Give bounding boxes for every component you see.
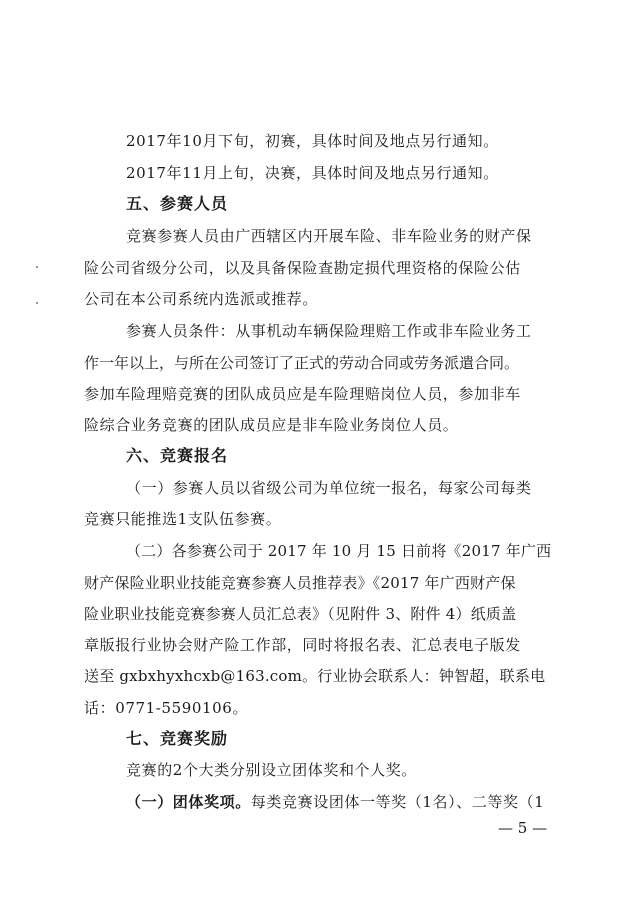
section-5-para2-line2: 作一年以上，与所在公司签订了正式的劳动合同或劳务派遣合同。: [84, 354, 520, 372]
section-6-item2-line2: 财产保险业职业技能竞赛参赛人员推荐表》《2017 年广西财产保: [84, 574, 516, 592]
section-5-para2-line4: 险综合业务竞赛的团队成员应是非车险业务岗位人员。: [84, 416, 459, 434]
section-6-item2-line5: 送至 gxbxhyxhcxb@163.com。行业协会联系人：钟智超，联系电: [84, 667, 546, 685]
section-6-title: 六、竞赛报名: [126, 446, 229, 465]
section-5-para2-line1: 参赛人员条件：从事机动车辆保险理赔工作或非车险业务工: [126, 322, 532, 340]
section-5-para1-line1: 竞赛参赛人员由广西辖区内开展车险、非车险业务的财产保: [126, 227, 532, 245]
section-7-item1: [126, 792, 544, 812]
section-5-para2-line3: 参加车险理赔竞赛的团队成员应是车险理赔岗位人员，参加非车: [84, 385, 521, 403]
schedule-line-1: 2017年10月下旬，初赛，具体时间及地点另行通知。: [126, 132, 499, 150]
section-6-item2-line1: （二）各参赛公司于 2017 年 10 月 15 日前将《2017 年广西: [126, 542, 552, 560]
page-number: — 5 —: [498, 819, 548, 837]
section-7-title: 七、竞赛奖励: [126, 729, 229, 748]
section-6-item2-line3: 险业职业技能竞赛参赛人员汇总表》（见附件 3、附件 4）纸质盖: [84, 605, 517, 623]
section-6-item1-line1: （一）参赛人员以省级公司为单位统一报名，每家公司每类: [126, 479, 532, 497]
section-6-item2-line4: 章版报行业协会财产险工作部，同时将报名表、汇总表电子版发: [84, 636, 521, 654]
section-5-para1-line3: 公司在本公司系统内选派或推荐。: [84, 290, 319, 308]
section-7-para1: 竞赛的2个大类分别设立团体奖和个人奖。: [126, 761, 417, 779]
section-5-para1-line2: 险公司省级分公司，以及具备保险查勘定损代理资格的保险公估: [84, 259, 521, 277]
section-7-item1-text: 每类竞赛设团体一等奖（1名）、二等奖（1: [250, 793, 545, 811]
section-5-title: 五、参赛人员: [126, 194, 229, 213]
scan-speck: [36, 302, 38, 304]
section-6-item1-line2: 竞赛只能推选1支队伍参赛。: [84, 510, 282, 528]
schedule-line-2: 2017年11月上旬，决赛，具体时间及地点另行通知。: [126, 164, 499, 182]
section-7-item1-label: （一）团体奖项。: [126, 793, 251, 811]
scan-speck: [36, 266, 38, 268]
section-6-item2-line6: 话：0771-5590106。: [84, 699, 249, 717]
